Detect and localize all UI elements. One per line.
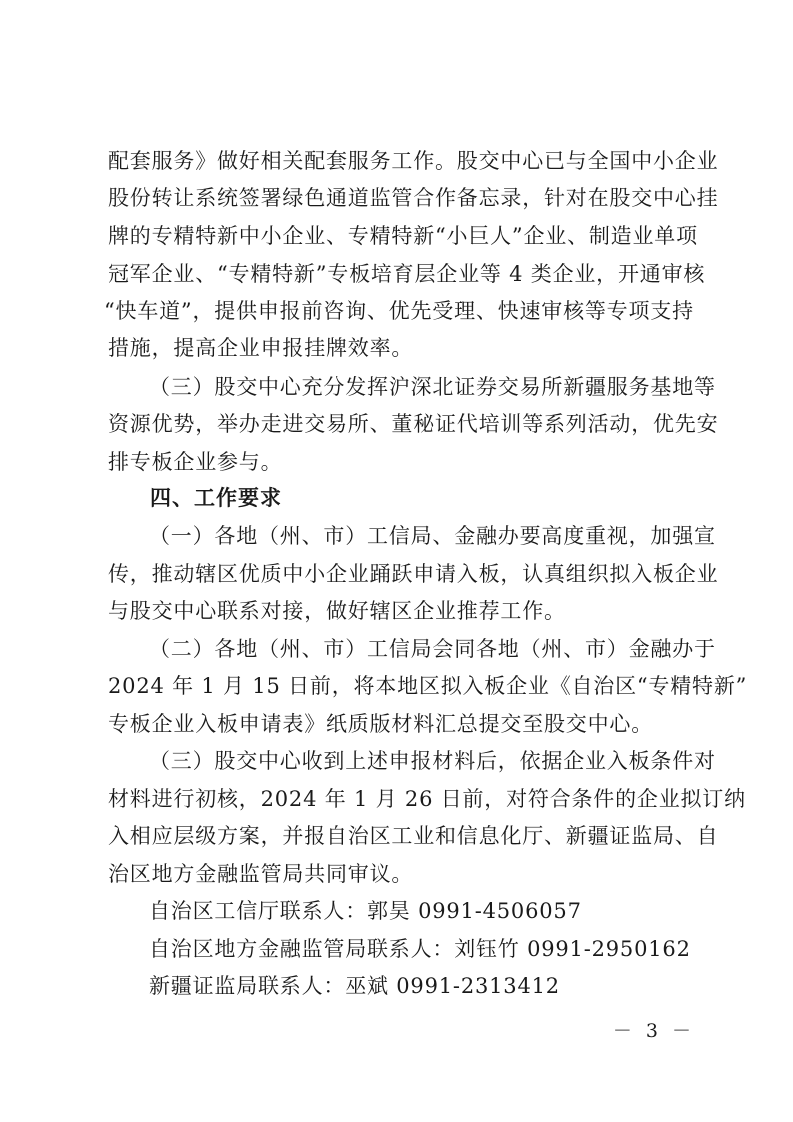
text-line: 专板企业入板申请表》纸质版材料汇总提交至股交中心。 [108, 712, 653, 736]
contact-line: 自治区工信厅联系人：郭昊 0991-4506057 [149, 899, 582, 923]
text-line: “快车道”，提供申报前咨询、优先受理、快速审核等专项支持 [104, 299, 694, 323]
text-line: 与股交中心联系对接，做好辖区企业推荐工作。 [108, 599, 566, 623]
text-line: 措施，提高企业申报挂牌效率。 [108, 336, 414, 360]
text-line: （三）股交中心收到上述申报材料后，依据企业入板条件对 [149, 749, 716, 773]
contact-line: 新疆证监局联系人：巫斌 0991-2313412 [149, 974, 560, 998]
text-line: 配套服务》做好相关配套服务工作。股交中心已与全国中小企业 [108, 149, 719, 173]
text-line: 材料进行初核，2024 年 1 月 26 日前，对符合条件的企业拟订纳 [108, 787, 746, 811]
page-number: － 3 － [612, 1020, 695, 1042]
text-line: （一）各地（州、市）工信局、金融办要高度重视，加强宣 [149, 524, 716, 548]
text-line: （三）股交中心充分发挥沪深北证券交易所新疆服务基地等 [149, 375, 716, 399]
text-line: 入相应层级方案，并报自治区工业和信息化厅、新疆证监局、自 [108, 824, 719, 848]
text-line: 资源优势，举办走进交易所、董秘证代培训等系列活动，优先安 [108, 412, 719, 436]
text-line: 牌的专精特新中小企业、专精特新“小巨人”企业、制造业单项 [108, 224, 698, 248]
text-line: 2024 年 1 月 15 日前，将本地区拟入板企业《自治区“专精特新” [108, 674, 748, 698]
text-line: 排专板企业参与。 [108, 450, 283, 474]
contact-line: 自治区地方金融监管局联系人：刘钰竹 0991-2950162 [149, 937, 691, 961]
text-line: 冠军企业、“专精特新”专板培育层企业等 4 类企业，开通审核 [108, 262, 706, 286]
section-heading: 四、工作要求 [150, 485, 282, 510]
text-line: 治区地方金融监管局共同审议。 [108, 862, 414, 886]
text-line: 传，推动辖区优质中小企业踊跃申请入板，认真组织拟入板企业 [108, 562, 719, 586]
text-line: 股份转让系统签署绿色通道监管合作备忘录，针对在股交中心挂 [108, 186, 719, 210]
text-line: （二）各地（州、市）工信局会同各地（州、市）金融办于 [149, 637, 716, 661]
